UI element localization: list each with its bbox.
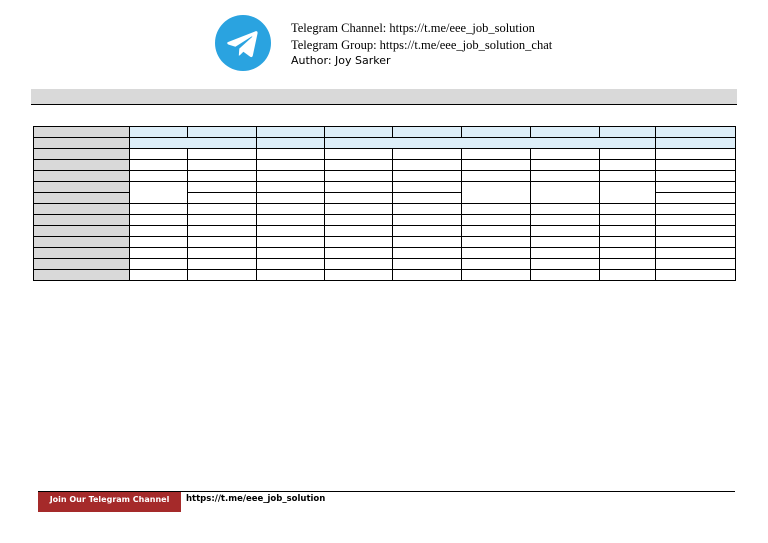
grid-cell [600,259,656,270]
grid-cell [325,127,393,138]
header-text-block [291,20,552,69]
row-label-cell [34,204,130,215]
grid-cell [325,248,393,259]
grid-cell [325,149,393,160]
grid-cell [462,248,531,259]
grid-cell [257,270,325,281]
grid-cell [656,270,736,281]
grid-cell [257,127,325,138]
table-row [34,237,736,248]
grid-cell [531,226,600,237]
table-row [34,182,736,193]
grid-cell [257,248,325,259]
grid-cell [462,226,531,237]
grid-cell [531,149,600,160]
grid-cell [325,237,393,248]
grid-cell [600,248,656,259]
grid-cell [531,182,600,204]
grid-cell [531,259,600,270]
grid-cell [393,149,462,160]
grid-cell [462,160,531,171]
grid-cell [257,138,325,149]
grid-cell [257,259,325,270]
grid-cell [257,171,325,182]
grid-cell [188,149,257,160]
row-label-cell [34,182,130,193]
grid-cell [130,237,188,248]
grid-cell [462,237,531,248]
grid-cell [531,160,600,171]
table-row [34,270,736,281]
grid-cell [656,138,736,149]
grid-cell [393,270,462,281]
grid-cell [600,215,656,226]
grid-cell [462,204,531,215]
grid-cell [130,204,188,215]
grid-cell [257,226,325,237]
grid-cell [325,204,393,215]
row-label-cell [34,237,130,248]
grid-cell [462,270,531,281]
table-row [34,259,736,270]
grid-cell [257,215,325,226]
grid-cell [600,171,656,182]
grid-cell [188,270,257,281]
grid-cell [656,259,736,270]
grid-cell [656,248,736,259]
grid-cell [130,182,188,204]
grid-cell [188,204,257,215]
grid-cell [600,160,656,171]
telegram-channel-line[interactable]: Telegram Channel: https://t.me/eee_job_solution [291,21,535,35]
grid-cell [130,259,188,270]
join-telegram-badge: Join Our Telegram Channel [38,492,181,512]
row-label-cell [34,215,130,226]
row-label-cell [34,248,130,259]
grid-cell [600,182,656,204]
grid-cell [130,270,188,281]
row-label-cell [34,149,130,160]
grid-cell [130,127,188,138]
grid-cell [188,237,257,248]
grid-cell [257,237,325,248]
grid-cell [130,160,188,171]
grid-cell [462,149,531,160]
grid-cell [656,127,736,138]
grid-cell [257,182,325,193]
grid-cell [656,182,736,193]
table-row [34,215,736,226]
grid-cell [257,204,325,215]
grid-cell [656,226,736,237]
grid-cell [393,259,462,270]
grid-cell [257,160,325,171]
grid-cell [462,127,531,138]
grid-cell [656,237,736,248]
grid-cell [600,127,656,138]
grid-cell [393,226,462,237]
grid-cell [656,193,736,204]
grid-cell [130,171,188,182]
grid-cell [393,160,462,171]
footer-channel-link[interactable]: https://t.me/eee_job_solution [186,494,326,504]
grid-cell [656,160,736,171]
grid-cell [531,204,600,215]
grid-cell [600,204,656,215]
header-row-1 [34,127,736,138]
telegram-group-line[interactable]: Telegram Group: https://t.me/eee_job_solution_chat [291,37,553,52]
grid-cell [393,248,462,259]
grid-cell [656,149,736,160]
grid-cell [130,138,257,149]
header-row-2 [34,138,736,149]
grid-cell [130,226,188,237]
row-label-cell [34,270,130,281]
grid-cell [188,193,257,204]
grid-cell [257,193,325,204]
grid-cell [130,248,188,259]
grid-cell [600,226,656,237]
grid-cell [531,248,600,259]
grid-cell [130,215,188,226]
grid-cell [462,171,531,182]
grid-cell [325,138,656,149]
grid-cell [600,149,656,160]
grid-cell [393,182,462,193]
grid-cell [130,149,188,160]
row-label-cell [34,226,130,237]
grid-cell [188,182,257,193]
grid-cell [188,226,257,237]
grid-corner-cell [34,138,130,149]
row-label-cell [34,259,130,270]
grid-cell [600,270,656,281]
grid-cell [393,127,462,138]
grid-cell [188,259,257,270]
grid-cell [257,149,325,160]
grid-cell [393,237,462,248]
grid-cell [188,171,257,182]
grid-cell [531,270,600,281]
title-band [31,89,737,105]
grid-cell [656,215,736,226]
grid-cell [325,259,393,270]
grid-cell [325,193,393,204]
grid-cell [600,237,656,248]
grid-cell [462,259,531,270]
grid-cell [656,171,736,182]
grid-cell [393,171,462,182]
grid-cell [393,193,462,204]
grid-cell [188,160,257,171]
grid-cell [531,237,600,248]
grid-cell [531,215,600,226]
grid-cell [531,171,600,182]
table-row [34,149,736,160]
grid-cell [188,127,257,138]
grid-cell [531,127,600,138]
grid-cell [325,171,393,182]
table-row [34,160,736,171]
table-row [34,226,736,237]
table-row [34,248,736,259]
table-row [34,171,736,182]
grid-cell [656,204,736,215]
grid-cell [325,270,393,281]
grid-cell [393,215,462,226]
row-label-cell [34,160,130,171]
grid-cell [188,215,257,226]
row-label-cell [34,193,130,204]
author-line: Author: Joy Sarker [291,54,391,67]
telegram-icon [215,15,271,71]
grid-corner-cell [34,127,130,138]
row-label-cell [34,171,130,182]
table-row [34,204,736,215]
grid-cell [462,215,531,226]
grid-cell [325,226,393,237]
grid-cell [462,182,531,204]
data-grid [33,126,736,281]
grid-cell [188,248,257,259]
grid-cell [325,182,393,193]
grid-cell [325,215,393,226]
grid-cell [393,204,462,215]
grid-cell [325,160,393,171]
